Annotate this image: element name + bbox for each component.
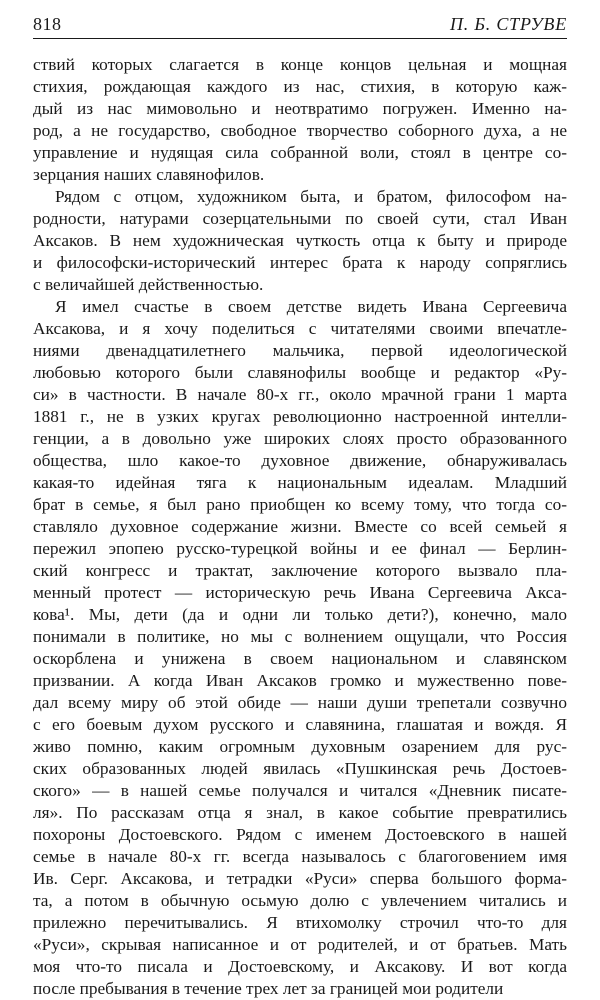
text-line: кова¹. Мы, дети (да и одни ли только дети?), конечно, мало	[33, 605, 567, 624]
running-header	[33, 12, 567, 39]
text-line: брат в семье, я был рано приобщен ко всему тому, что тогда со-	[33, 495, 567, 514]
text-line: ля». По рассказам отца я знал, в какое событие превратились	[33, 803, 567, 822]
paragraph	[33, 296, 567, 1000]
text-line: ниями двенадцатилетнего мальчика, первой идеологической	[33, 341, 567, 360]
text-line: ского» — в нашей семье получался и читался «Дневник писате-	[33, 781, 567, 800]
text-line: менный протест — историческую речь Ивана Сергеевича Акса-	[33, 583, 567, 602]
text-line: живо помню, каким огромным духовным озарением для рус-	[33, 737, 567, 756]
text-line: прилежно перечитывались. Я втихомолку строчил что-то для	[33, 913, 567, 932]
text-line: «Руси», скрывая написанное и от родителей, и от братьев. Мать	[33, 935, 567, 954]
text-line: Я имел счастье в своем детстве видеть Ивана Сергеевича	[55, 297, 567, 316]
text-line: общества, шло какое-то духовное движение, обнаруживалась	[33, 451, 567, 470]
book-page	[33, 12, 567, 1000]
text-line: Рядом с отцом, художником быта, и братом, философом на-	[55, 187, 567, 206]
running-title: П. Б. СТРУВЕ	[449, 14, 567, 34]
text-line: родности, натурами созерцательными по своей сути, стал Иван	[33, 209, 567, 228]
text-line: управление и нудящая сила собранной воли, стоял в центре со-	[33, 143, 567, 162]
text-line: зерцания наших славянофилов.	[33, 165, 265, 184]
text-line: моя что-то писала и Достоевскому, и Аксакову. И вот когда	[33, 957, 567, 976]
text-line: оскорблена и унижена в своем национальном и славянском	[33, 649, 567, 668]
text-line: Ив. Серг. Аксакова, и тетрадки «Руси» сперва большого форма-	[33, 869, 567, 888]
paragraph	[33, 186, 567, 296]
text-line: понимали в политике, но мы с волнением ощущали, что Россия	[33, 627, 567, 646]
text-line: с величайшей действенностью.	[33, 275, 264, 294]
text-line: род, а не государство, свободное творчество соборного духа, а не	[33, 121, 567, 140]
text-line: любовью которого были славянофилы вообще и редактор «Ру-	[33, 363, 567, 382]
text-line: призвании. А когда Иван Аксаков громко и мужественно пове-	[33, 671, 567, 690]
text-line: си» в частности. В начале 80-х гг., около мрачной грани 1 марта	[33, 385, 567, 404]
text-line: семье в начале 80-х гг. всегда называлось с благоговением имя	[33, 847, 567, 866]
text-line: ставляло духовное содержание жизни. Вместе со всей семьей я	[33, 517, 567, 536]
text-line: после пребывания в течение трех лет за границей мои родители	[33, 979, 504, 998]
body-text	[33, 54, 567, 1000]
paragraph	[33, 54, 567, 186]
page-number: 818	[33, 14, 62, 34]
text-line: ских образованных людей явилась «Пушкинская речь Достоев-	[33, 759, 567, 778]
text-line: какая-то идейная тяга к национальным идеалам. Младший	[33, 473, 567, 492]
text-line: 1881 г., не в узких кругах революционно настроенной интелли-	[33, 407, 567, 426]
text-line: похороны Достоевского. Рядом с именем Достоевского в нашей	[33, 825, 567, 844]
text-line: дал всему миру об этой обиде — наши души трепетали созвучно	[33, 693, 567, 712]
text-line: Аксаков. В нем художническая чуткость отца к быту и природе	[33, 231, 567, 250]
text-line: ствий которых слагается в конце концов цельная и мощная	[33, 55, 567, 74]
text-line: генции, а в довольно уже широких слоях просто образованного	[33, 429, 567, 448]
text-line: с его боевым духом русского и славянина, глашатая и вождя. Я	[33, 715, 567, 734]
text-line: Аксакова, и я хочу поделиться с читателями своими впечатле-	[33, 319, 567, 338]
text-line: и философски-исторический интерес брата к народу сопряглись	[33, 253, 567, 272]
text-line: стихия, рождающая каждого из нас, стихия, в которую каж-	[33, 77, 567, 96]
text-line: пережил эпопею русско-турецкой войны и ее финал — Берлин-	[33, 539, 567, 558]
text-line: та, а потом в обычную осьмую долю с увлечением читались и	[33, 891, 567, 910]
text-line: дый из нас мимовольно и неотвратимо погружен. Именно на-	[33, 99, 567, 118]
text-line: ский конгресс и трактат, заключение которого вызвало пла-	[33, 561, 567, 580]
